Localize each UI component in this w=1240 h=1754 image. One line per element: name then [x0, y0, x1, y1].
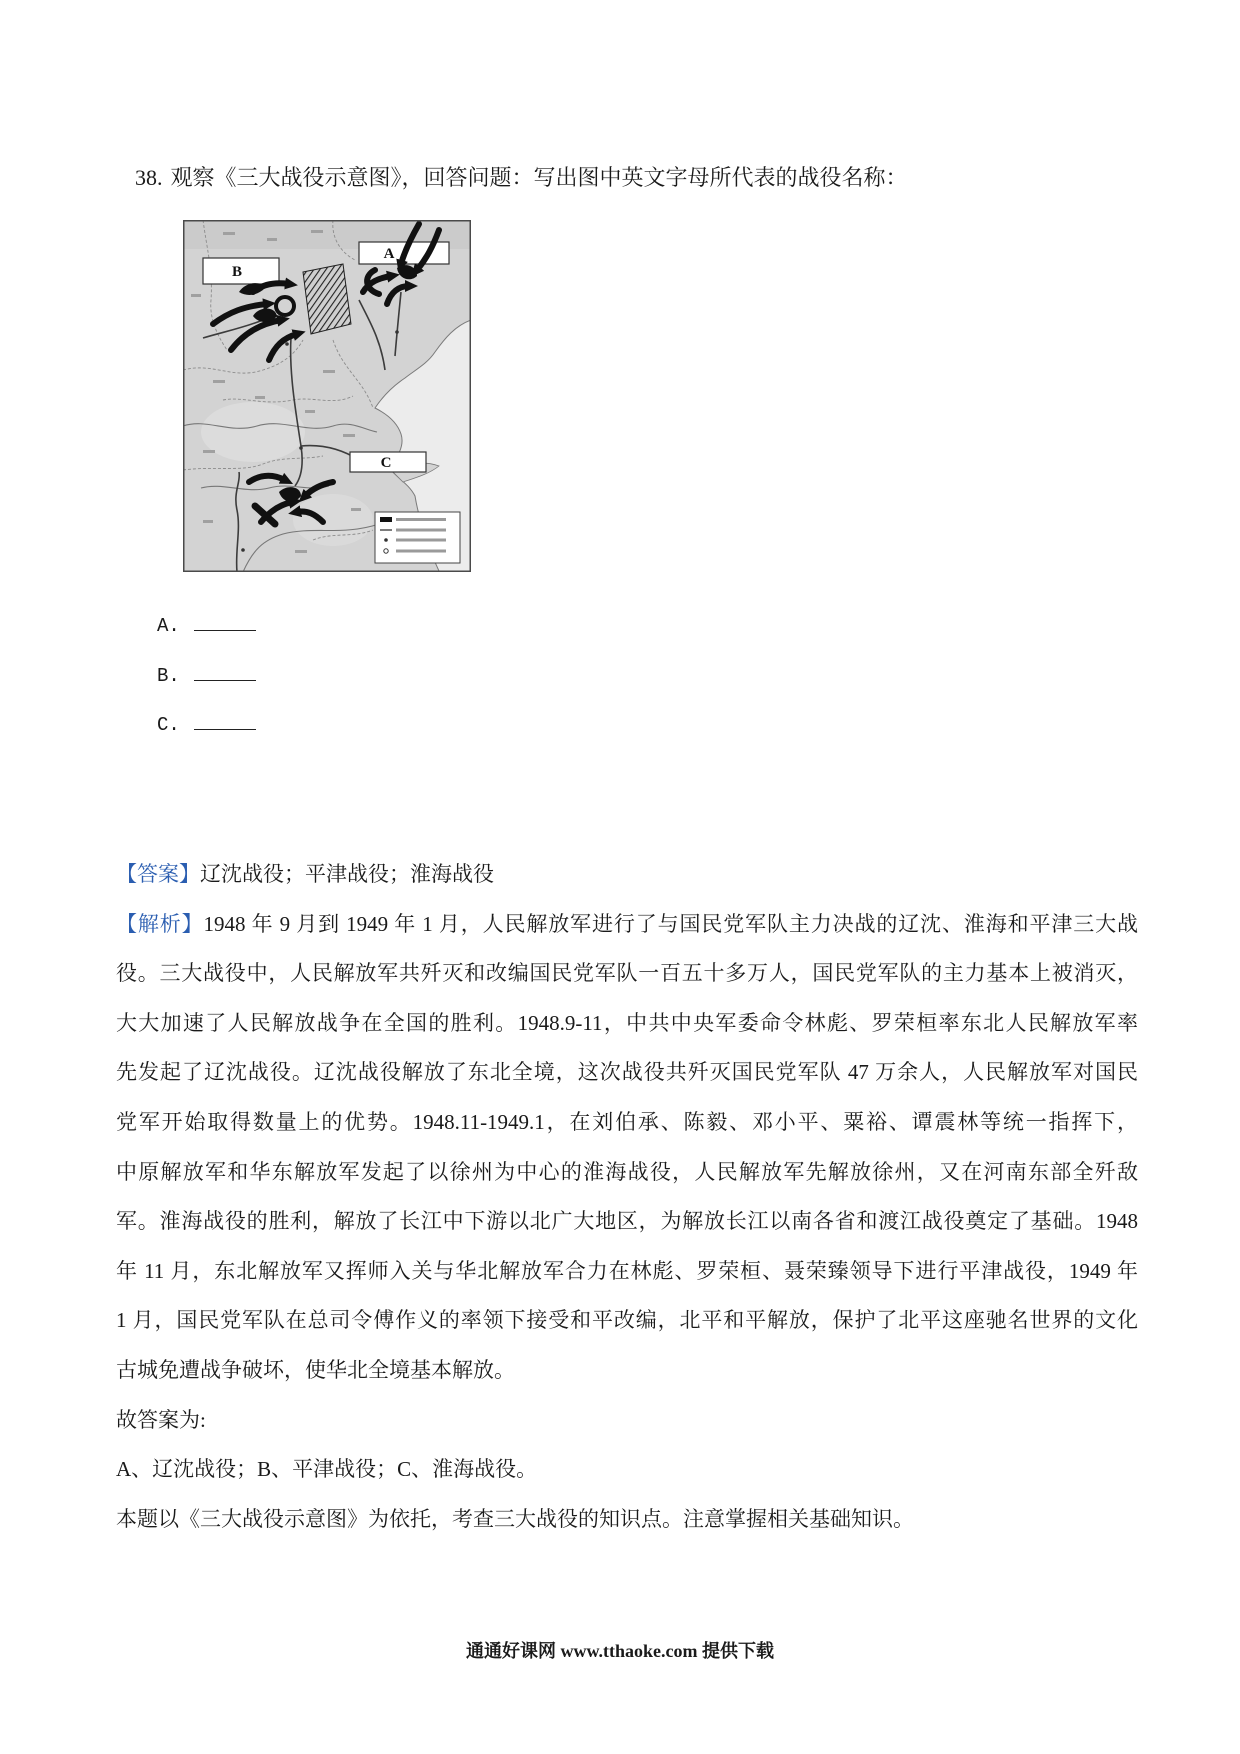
- place-mark: [343, 434, 355, 437]
- answer-option-b: [157, 656, 256, 696]
- question-line: [135, 155, 908, 201]
- place-mark: [203, 450, 215, 453]
- answer-blank: [194, 678, 256, 681]
- footer-source: 通通好课网 www.tthaoke.com 提供下载: [466, 1641, 774, 1661]
- option-letter: B.: [157, 665, 180, 687]
- analysis-tag: 【解析】: [116, 911, 204, 936]
- option-letter: A.: [157, 615, 180, 637]
- answer-option-c: [157, 705, 256, 745]
- place-mark: [203, 520, 213, 523]
- conclusion-note: 本题以《三大战役示意图》为依托，考查三大战役的知识点。注意掌握相关基础知识。: [116, 1506, 914, 1531]
- map-legend: [375, 512, 460, 563]
- place-mark: [323, 370, 335, 373]
- city-dot: [299, 446, 303, 450]
- place-mark: [295, 550, 307, 553]
- place-mark: [267, 238, 277, 241]
- answer-blank: [194, 628, 256, 631]
- map-label-letter: C: [380, 455, 392, 471]
- legend-entry-bar: [396, 539, 446, 542]
- map-label-c: [350, 452, 426, 472]
- city-dot: [285, 342, 289, 346]
- analysis-line: 党军开始取得数量上的优势。1948.11-1949.1，在刘伯承、陈毅、邓小平、粟裕、谭震林等统一指挥下，: [116, 1109, 1138, 1134]
- map-label-letter: B: [231, 264, 243, 280]
- answer-blank: [194, 727, 256, 730]
- legend-entry-bar: [396, 529, 446, 532]
- three-campaigns-map: [183, 220, 471, 572]
- hatched-encirclement: [303, 264, 351, 334]
- conclusion-answer: A、辽沈战役；B、平津战役；C、淮海战役。: [116, 1457, 538, 1482]
- analysis-line: 古城免遭战争破坏，使华北全境基本解放。: [116, 1357, 515, 1382]
- option-letter: C.: [157, 714, 180, 736]
- conclusion-heading: 故答案为:: [116, 1407, 206, 1432]
- place-mark: [191, 294, 201, 297]
- place-mark: [223, 232, 235, 235]
- place-mark: [213, 380, 225, 383]
- legend-entry-bar: [396, 550, 446, 553]
- analysis-line: 年 11 月，东北解放军又挥师入关与华北解放军合力在林彪、罗荣桓、聂荣臻领导下进行平津战役，1949 年: [116, 1258, 1138, 1283]
- analysis-line: 役。三大战役中，人民解放军共歼灭和改编国民党军队一百五十多万人，国民党军队的主力基本上被消灭，: [116, 961, 1138, 986]
- legend-symbol-city: [384, 538, 388, 542]
- map-label-letter: A: [383, 246, 395, 262]
- city-dot: [395, 330, 399, 334]
- map-plain-region: [293, 494, 373, 546]
- analysis-line: 1 月，国民党军队在总司令傅作义的率领下接受和平改编，北平和平解放，保护了北平这座驰名世界的文化: [116, 1308, 1138, 1333]
- answer-line: [116, 850, 1138, 900]
- legend-entry-bar: [396, 518, 446, 521]
- analysis-line: [116, 900, 1138, 950]
- place-mark: [311, 230, 323, 233]
- place-mark: [351, 508, 361, 511]
- map-label-b: [203, 258, 279, 284]
- place-mark: [255, 396, 265, 399]
- answer-tag: 【答案】: [116, 862, 200, 886]
- analysis-line: 大大加速了人民解放战争在全国的胜利。1948.9-11，中共中央军委命令林彪、罗荣桓率东北人民解放军率: [116, 1010, 1138, 1035]
- solution-body: [116, 850, 1138, 1544]
- answer-option-a: [157, 606, 256, 646]
- question-text: 观察《三大战役示意图》，回答问题：写出图中英文字母所代表的战役名称：: [170, 165, 908, 190]
- analysis-line: 先发起了辽沈战役。辽沈战役解放了东北全境，这次战役共歼灭国民党军队 47 万余人，人民解放军对国民: [116, 1060, 1138, 1085]
- question-number: 38.: [135, 165, 163, 190]
- analysis-line-text: 1948 年 9 月到 1949 年 1 月，人民解放军进行了与国民党军队主力决战的辽沈、淮海和平津三大战: [203, 911, 1138, 936]
- answer-text: 辽沈战役；平津战役；淮海战役: [200, 862, 494, 886]
- place-mark: [305, 410, 315, 413]
- analysis-line: 中原解放军和华东解放军发起了以徐州为中心的淮海战役，人民解放军先解放徐州，又在河南东部全歼敌: [116, 1159, 1138, 1184]
- analysis-line: 军。淮海战役的胜利，解放了长江中下游以北广大地区，为解放长江以南各省和渡江战役奠定了基础。1948: [116, 1209, 1138, 1234]
- map-plain-region: [201, 402, 305, 462]
- city-dot: [241, 548, 245, 552]
- legend-symbol-attack: [380, 517, 392, 522]
